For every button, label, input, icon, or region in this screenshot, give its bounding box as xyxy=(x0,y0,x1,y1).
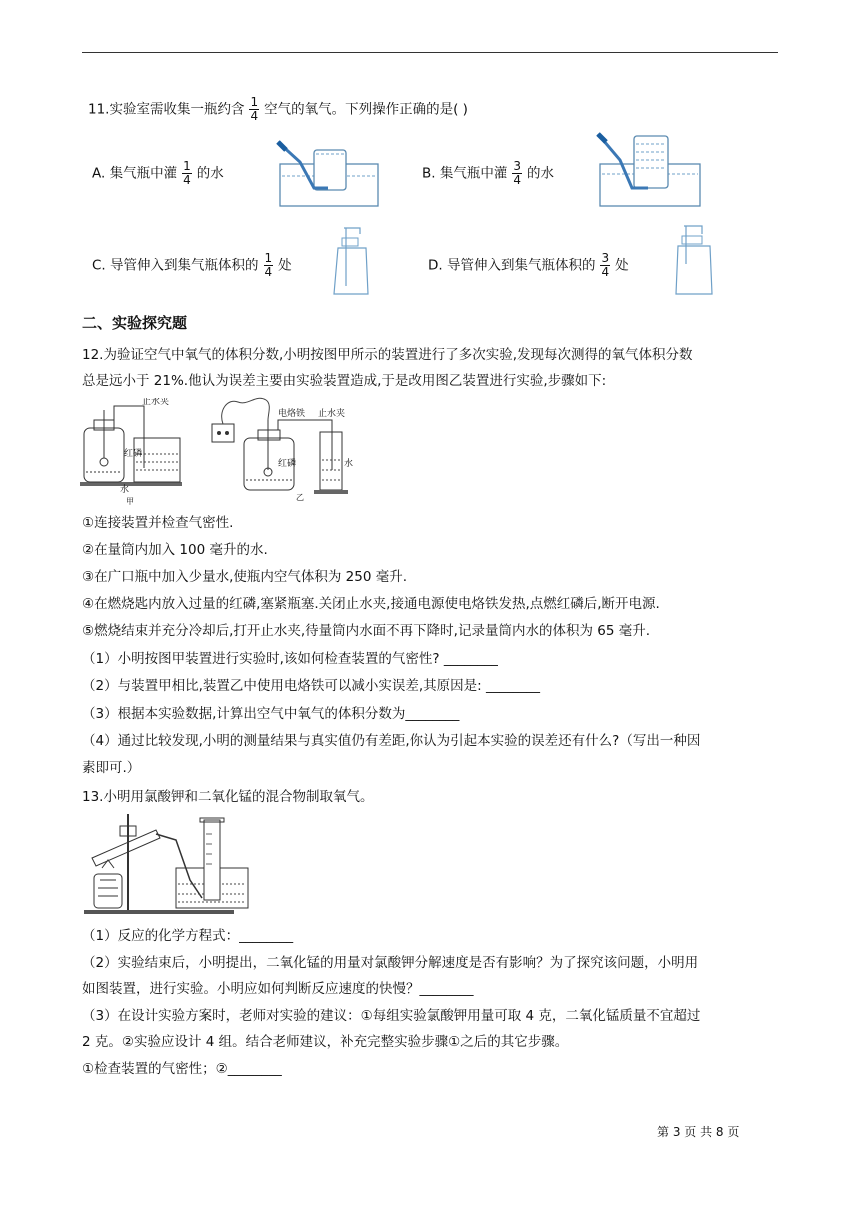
header-rule xyxy=(82,52,778,53)
page-footer: 第 3 页 共 8 页 xyxy=(657,1125,740,1139)
apparatus-yi-figure xyxy=(208,390,358,502)
bottle-figure-d xyxy=(672,224,722,298)
option-c[interactable]: C. 导管伸入到集气瓶体积的 $\frac{1}{4}$ 处 xyxy=(92,251,292,279)
label-water-2: 水 xyxy=(344,459,354,469)
oxygen-generator-figure xyxy=(80,810,250,916)
q11-stem xyxy=(88,96,468,123)
q13-line: （1）反应的化学方程式：________ xyxy=(82,928,294,944)
q12-question: （2）与装置甲相比,装置乙中使用电烙铁可以减小实误差,其原因是: ________ xyxy=(82,678,541,694)
label-phosphorus-1: 红磷 xyxy=(124,449,143,459)
q12-stem-line2: 总是远小于 21%.他认为误差主要由实验装置造成,于是改用图乙装置进行实验,步骤如下: xyxy=(82,373,607,389)
q13-line: （3）在设计实验方案时，老师对实验的建议：①每组实验氯酸钾用量可取 4 克，二氧化锰质量不宜超过 xyxy=(82,1008,701,1024)
label-clip-2: 止水夹 xyxy=(318,409,346,419)
caption-jia: 甲 xyxy=(126,497,134,506)
label-soldering-iron: 电烙铁 xyxy=(278,409,306,419)
option-d[interactable]: D. 导管伸入到集气瓶体积的 $\frac{3}{4}$ 处 xyxy=(428,251,629,279)
label-water-1: 水 xyxy=(120,485,130,495)
q11-stem-text-2: 空气的氧气。下列操作正确的是( ) xyxy=(264,101,468,118)
fraction: $\frac{3}{4}$ xyxy=(601,251,610,279)
option-b[interactable]: B. 集气瓶中灌 $\frac{3}{4}$ 的水 xyxy=(422,159,554,187)
q12-question: （3）根据本实验数据,计算出空气中氧气的体积分数为________ xyxy=(82,706,460,722)
q13-line: （2）实验结束后，小明提出，二氧化锰的用量对氯酸钾分解速度是否有影响？为了探究该问题，小明用 xyxy=(82,955,699,971)
q12-step: ③在广口瓶中加入少量水,使瓶内空气体积为 250 毫升. xyxy=(82,569,408,585)
trough-figure-b xyxy=(592,130,704,210)
trough-figure-a xyxy=(270,138,382,210)
label-clip-1: 止水夹 xyxy=(142,398,170,407)
label-phosphorus-2: 红磷 xyxy=(278,459,297,469)
q12-question: 素即可.） xyxy=(82,760,141,776)
q12-stem-line1: 12.为验证空气中氧气的体积分数,小明按图甲所示的装置进行了多次实验,发现每次测得的氧气体积分数 xyxy=(82,347,693,363)
q12-step: ⑤燃烧结束并充分冷却后,打开止水夹,待量筒内水面不再下降时,记录量筒内水的体积为 65 毫升. xyxy=(82,623,651,639)
apparatus-jia-figure xyxy=(80,398,185,508)
q11-stem-text: 11.实验室需收集一瓶约含 xyxy=(88,101,245,118)
q12-question: （1）小明按图甲装置进行实验时,该如何检查装置的气密性? ________ xyxy=(82,651,498,667)
fraction: $\frac{1}{4}$ xyxy=(183,159,191,187)
section-heading: 二、实验探究题 xyxy=(82,314,188,332)
option-a[interactable]: A. 集气瓶中灌 $\frac{1}{4}$ 的水 xyxy=(92,159,224,187)
bottle-figure-c xyxy=(330,226,380,298)
q12-step: ②在量筒内加入 100 毫升的水. xyxy=(82,542,268,558)
fraction: $\frac{3}{4}$ xyxy=(513,159,521,187)
q12-step: ①连接装置并检查气密性. xyxy=(82,515,234,531)
q12-step: ④在燃烧匙内放入过量的红磷,塞紧瓶塞.关闭止水夹,接通电源使电烙铁发热,点燃红磷后,断开电源. xyxy=(82,596,660,612)
q13-line: 如图装置，进行实验。小明应如何判断反应速度的快慢？________ xyxy=(82,981,474,997)
q13-line: 2 克。②实验应设计 4 组。结合老师建议，补充完整实验步骤①之后的其它步骤。 xyxy=(82,1034,569,1050)
caption-yi: 乙 xyxy=(296,493,304,502)
q12-question: （4）通过比较发现,小明的测量结果与真实值仍有差距,你认为引起本实验的误差还有什么?（写出一种因 xyxy=(82,733,701,749)
q13-stem: 13.小明用氯酸钾和二氧化锰的混合物制取氧气。 xyxy=(82,789,374,805)
q13-line: ①检查装置的气密性；②________ xyxy=(82,1061,282,1077)
fraction: $\frac{1}{4}$ xyxy=(250,95,259,123)
fraction: $\frac{1}{4}$ xyxy=(264,251,273,279)
